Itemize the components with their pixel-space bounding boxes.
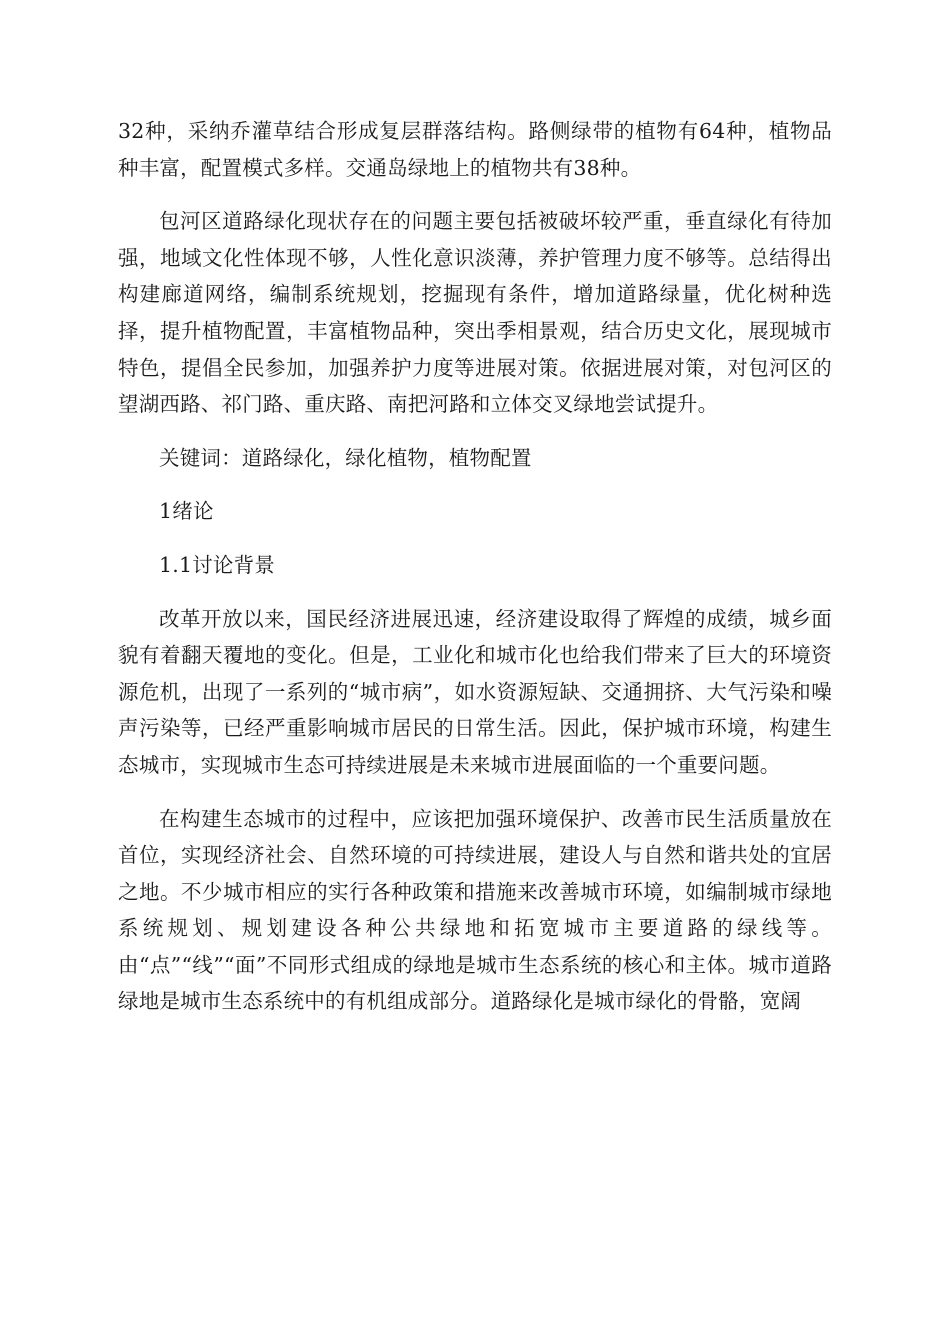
paragraph-background: 改革开放以来，国民经济进展迅速，经济建设取得了辉煌的成绩，城乡面貌有着翻天覆地的变化。但是，工业化和城市化也给我们带来了巨大的环境资源危机，出现了一系列的“城市病”，如水资源短缺、交通拥挤、大气污染和噪声污染等，已经严重影响城市居民的日常生活。因此，保护城市环境，构建生态城市，实现城市生态可持续进展是未来城市进展面临的一个重要问题。 [118,606,832,777]
paragraph-eco-city: 在构建生态城市的过程中，应该把加强环境保护、改善市民生活质量放在首位，实现经济社会、自然环境的可持续进展，建设人与自然和谐共处的宜居之地。不少城市相应的实行各种政策和措施来改善城市环境，如编制城市绿地系统规划、规划建设各种公共绿地和拓宽城市主要道路的绿线等。由“点”“线”“面”不同形式组成的绿地是城市生态系统的核心和主体。城市道路绿地是城市生态系统中的有机组成部分。道路绿化是城市绿化的骨骼，宽阔 [118,806,832,1014]
paragraph-continued: 32种，采纳乔灌草结合形成复层群落结构。路侧绿带的植物有64种，植物品种丰富，配置模式多样。交通岛绿地上的植物共有38种。 [118,119,832,180]
subsection-heading: 1.1讨论背景 [159,552,276,577]
document-body [118,113,832,1037]
section-heading: 1绪论 [159,499,214,524]
paragraph-problems: 包河区道路绿化现状存在的问题主要包括被破坏较严重，垂直绿化有待加强，地域文化性体现不够，人性化意识淡薄，养护管理力度不够等。总结得出构建廊道网络，编制系统规划，挖掘现有条件，增加道路绿量，优化树种选择，提升植物配置，丰富植物品种，突出季相景观，结合历史文化，展现城市特色，提倡全民参加，加强养护力度等进展对策。依据进展对策，对包河区的望湖西路、祁门路、重庆路、南把河路和立体交叉绿地尝试提升。 [118,209,832,417]
keywords-line: 关键词：道路绿化，绿化植物，植物配置 [159,445,532,470]
